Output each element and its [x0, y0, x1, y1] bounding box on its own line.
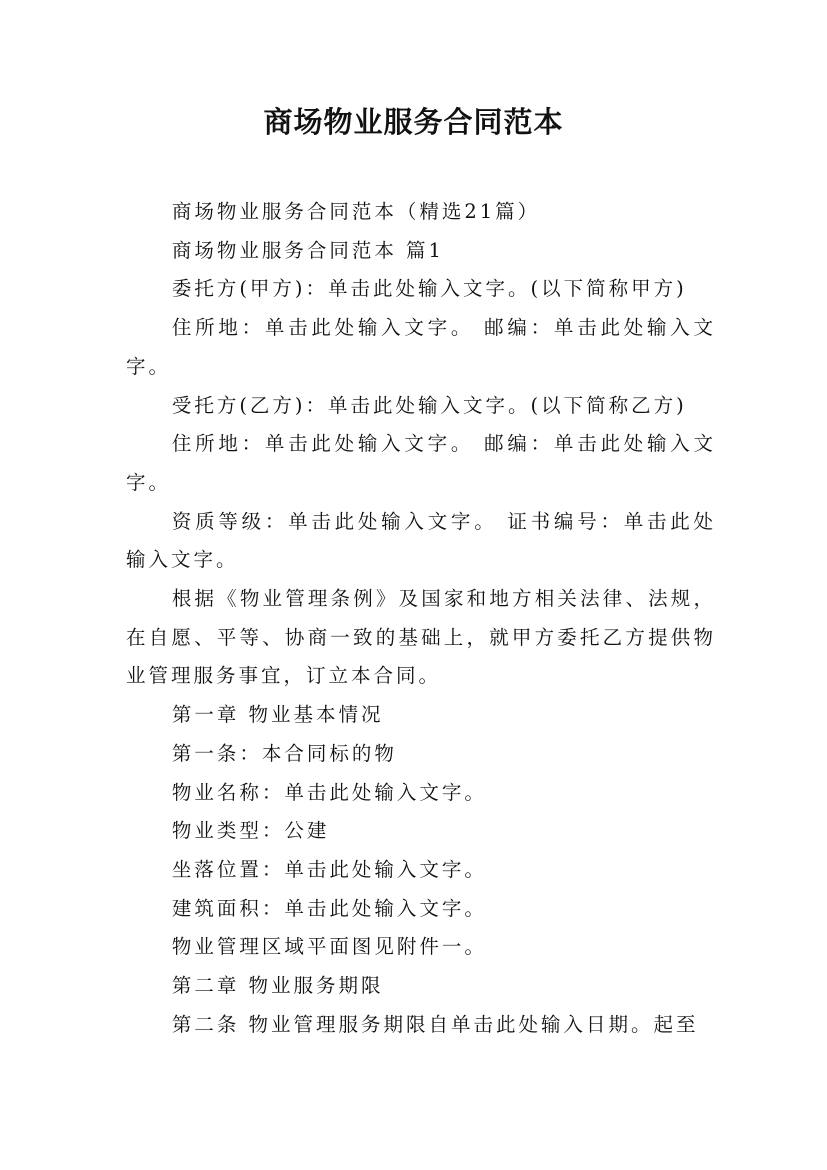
paragraph-chapter-1: 第一章 物业基本情况 — [171, 703, 384, 727]
paragraph-floor-area: 建筑面积：单击此处输入文字。 — [171, 896, 487, 920]
document-body — [126, 193, 716, 1044]
paragraph-party-a: 委托方(甲方)：单击此处输入文字。(以下简称甲方) — [171, 277, 687, 301]
paragraph-property-name: 物业名称：单击此处输入文字。 — [171, 780, 487, 804]
paragraph-party-b-address: 住所地：单击此处输入文字。 邮编：单击此处输入文字。 — [126, 432, 716, 494]
paragraph-party-a-address: 住所地：单击此处输入文字。 邮编：单击此处输入文字。 — [126, 316, 716, 378]
paragraph-article-2: 第二条 物业管理服务期限自单击此处输入日期。起至 — [171, 1012, 699, 1036]
paragraph-property-type: 物业类型：公建 — [171, 819, 330, 843]
paragraph-chapter-2: 第二章 物业服务期限 — [171, 974, 384, 998]
paragraph-article-1: 第一条：本合同标的物 — [171, 741, 397, 765]
paragraph-preamble: 根据《物业管理条例》及国家和地方相关法律、法规，在自愿、平等、协商一致的基础上，就甲方委托乙方提供物业管理服务事宜，订立本合同。 — [126, 587, 716, 688]
paragraph-section-heading: 商场物业服务合同范本 篇1 — [171, 238, 444, 262]
paragraph-location: 坐落位置：单击此处输入文字。 — [171, 857, 487, 881]
document-title: 商场物业服务合同范本 — [263, 105, 564, 139]
paragraph-qualification: 资质等级：单击此处输入文字。 证书编号：单击此处输入文字。 — [126, 509, 716, 572]
paragraph-intro: 商场物业服务合同范本（精选21篇） — [171, 200, 541, 223]
paragraph-party-b: 受托方(乙方)：单击此处输入文字。(以下简称乙方) — [171, 393, 687, 417]
paragraph-site-plan: 物业管理区域平面图见附件一。 — [171, 935, 487, 959]
